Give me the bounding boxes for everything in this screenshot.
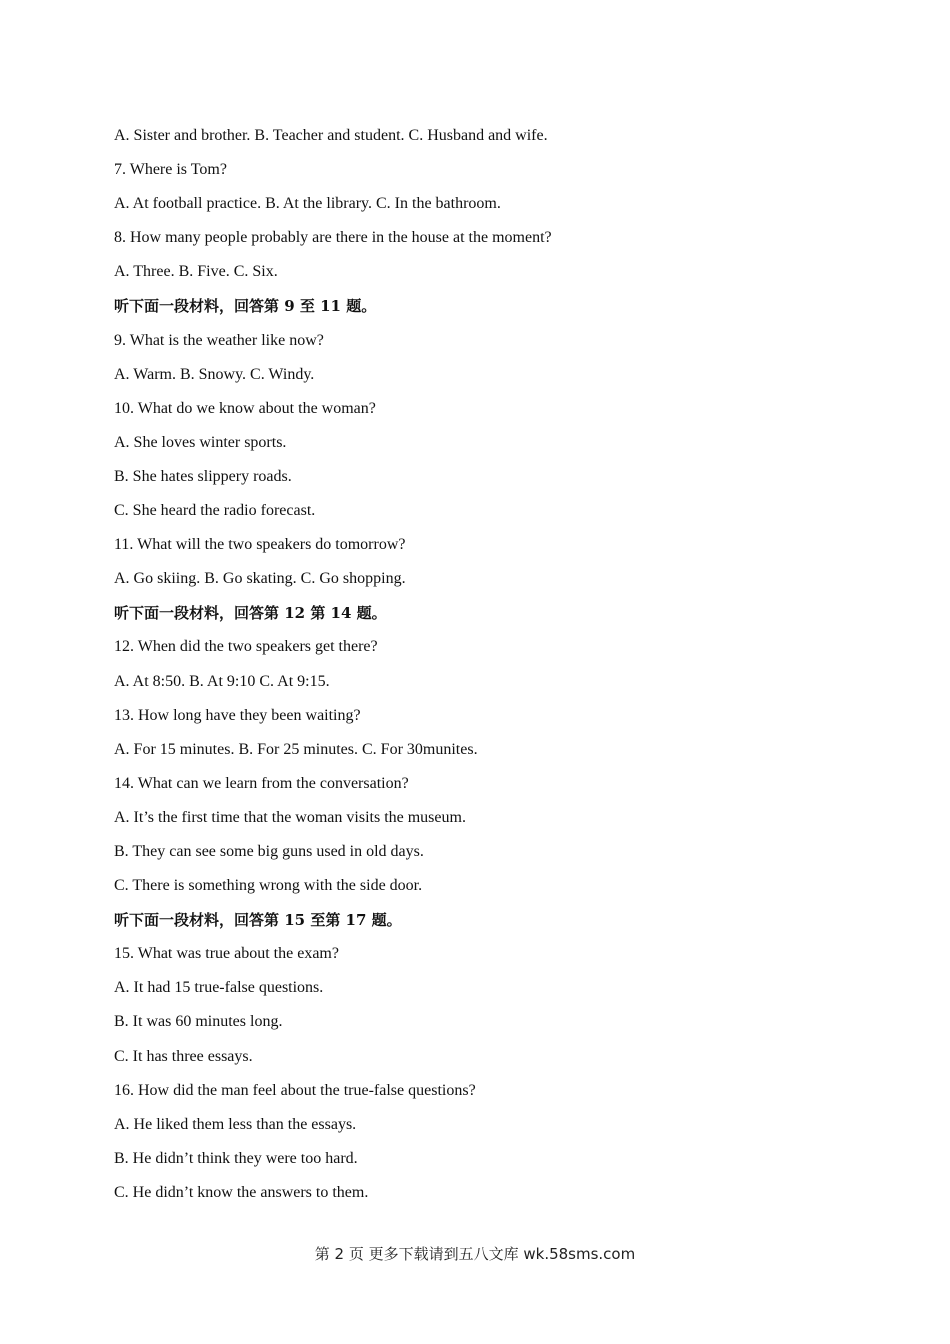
question-line: 14. What can we learn from the conversation? — [114, 774, 409, 792]
option-line: A. Go skiing. B. Go skating. C. Go shopping. — [114, 570, 406, 588]
option-line: C. She heard the radio forecast. — [114, 502, 316, 520]
option-line: B. She hates slippery roads. — [114, 467, 292, 485]
option-line: A. For 15 minutes. B. For 25 minutes. C. For 30munites. — [114, 740, 478, 758]
section-heading: 听下面一段材料，回答第 12 第 14 题。 — [114, 604, 387, 623]
option-line: C. He didn’t know the answers to them. — [114, 1183, 369, 1201]
option-line: A. At 8:50. B. At 9:10 C. At 9:15. — [114, 672, 330, 690]
question-line: 13. How long have they been waiting? — [114, 706, 361, 724]
question-line: 16. How did the man feel about the true-false questions? — [114, 1081, 476, 1099]
question-line: 8. How many people probably are there in the house at the moment? — [114, 229, 552, 247]
option-line: A. Three. B. Five. C. Six. — [114, 263, 278, 281]
option-line: A. At football practice. B. At the library. C. In the bathroom. — [114, 195, 501, 213]
option-line: A. It’s the first time that the woman visits the museum. — [114, 808, 466, 826]
question-line: 7. Where is Tom? — [114, 161, 227, 179]
question-line: 9. What is the weather like now? — [114, 331, 324, 349]
option-line: B. He didn’t think they were too hard. — [114, 1149, 358, 1167]
option-line: A. Sister and brother. B. Teacher and student. C. Husband and wife. — [114, 127, 548, 144]
option-line: C. There is something wrong with the side door. — [114, 877, 423, 895]
option-line: C. It has three essays. — [114, 1047, 253, 1065]
question-line: 11. What will the two speakers do tomorrow? — [114, 536, 406, 554]
question-line: 12. When did the two speakers get there? — [114, 638, 378, 656]
section-heading: 听下面一段材料，回答第 9 至 11 题。 — [114, 297, 377, 316]
section-heading: 听下面一段材料，回答第 15 至第 17 题。 — [114, 911, 402, 930]
page-footer: 第 2 页 更多下载请到五八文库 wk.58sms.com — [314, 1245, 636, 1263]
option-line: A. He liked them less than the essays. — [114, 1115, 357, 1133]
option-line: B. It was 60 minutes long. — [114, 1013, 283, 1031]
option-line: B. They can see some big guns used in old days. — [114, 842, 424, 860]
option-line: A. She loves winter sports. — [114, 433, 287, 451]
option-line: A. It had 15 true-false questions. — [114, 979, 324, 997]
document-body — [114, 119, 874, 1210]
option-line: A. Warm. B. Snowy. C. Windy. — [114, 365, 315, 383]
question-line: 10. What do we know about the woman? — [114, 399, 376, 417]
question-line: 15. What was true about the exam? — [114, 945, 339, 963]
